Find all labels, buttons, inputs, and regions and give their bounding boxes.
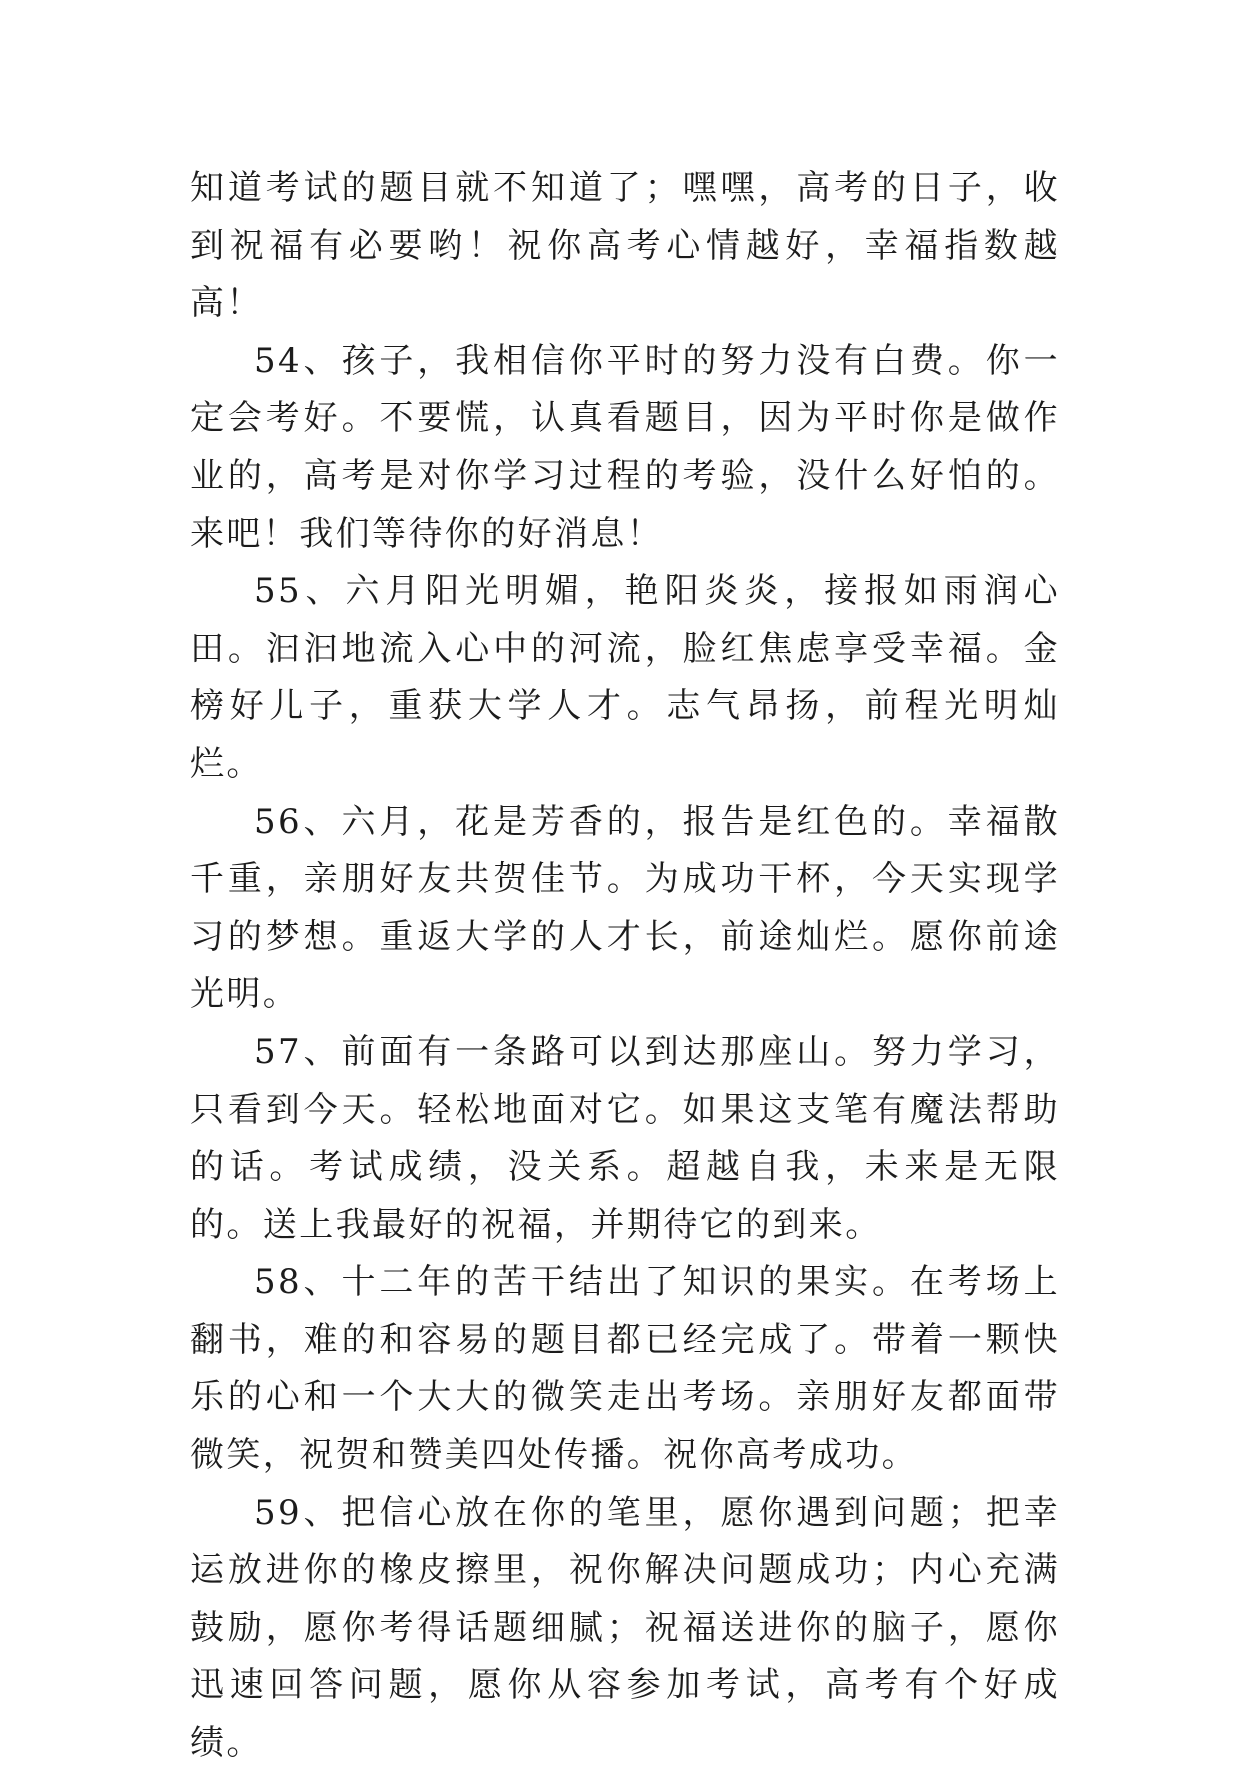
paragraph-56: 56、六月，花是芳香的，报告是红色的。幸福散千重，亲朋好友共贺佳节。为成功干杯，今天实现学习的梦想。重返大学的人才长，前途灿烂。愿你前途光明。	[190, 801, 1060, 1015]
paragraph-58: 58、十二年的苦干结出了知识的果实。在考场上翻书，难的和容易的题目都已经完成了。带着一颗快乐的心和一个大大的微笑走出考场。亲朋好友都面带微笑，祝贺和赞美四处传播。祝你高考成功。	[190, 1262, 1060, 1476]
paragraph-59: 59、把信心放在你的笔里，愿你遇到问题；把幸运放进你的橡皮擦里，祝你解决问题成功；内心充满鼓励，愿你考得话题细腻；祝福送进你的脑子，愿你迅速回答问题，愿你从容参加考试，高考有个好成绩。	[190, 1492, 1060, 1764]
paragraph-55: 55、六月阳光明媚，艳阳炎炎，接报如雨润心田。汩汩地流入心中的河流，脸红焦虑享受幸福。金榜好儿子，重获大学人才。志气昂扬，前程光明灿烂。	[190, 571, 1060, 784]
paragraph-54: 54、孩子，我相信你平时的努力没有白费。你一定会考好。不要慌，认真看题目，因为平时你是做作业的，高考是对你学习过程的考验，没什么好怕的。来吧！我们等待你的好消息！	[190, 340, 1060, 554]
paragraph-continued: 知道考试的题目就不知道了；嘿嘿，高考的日子，收到祝福有必要哟！祝你高考心情越好，幸福指数越高！	[190, 168, 1060, 324]
paragraph-57: 57、前面有一条路可以到达那座山。努力学习，只看到今天。轻松地面对它。如果这支笔有魔法帮助的话。考试成绩，没关系。超越自我，未来是无限的。送上我最好的祝福，并期待它的到来。	[190, 1031, 1060, 1245]
document-body	[190, 160, 1060, 1773]
